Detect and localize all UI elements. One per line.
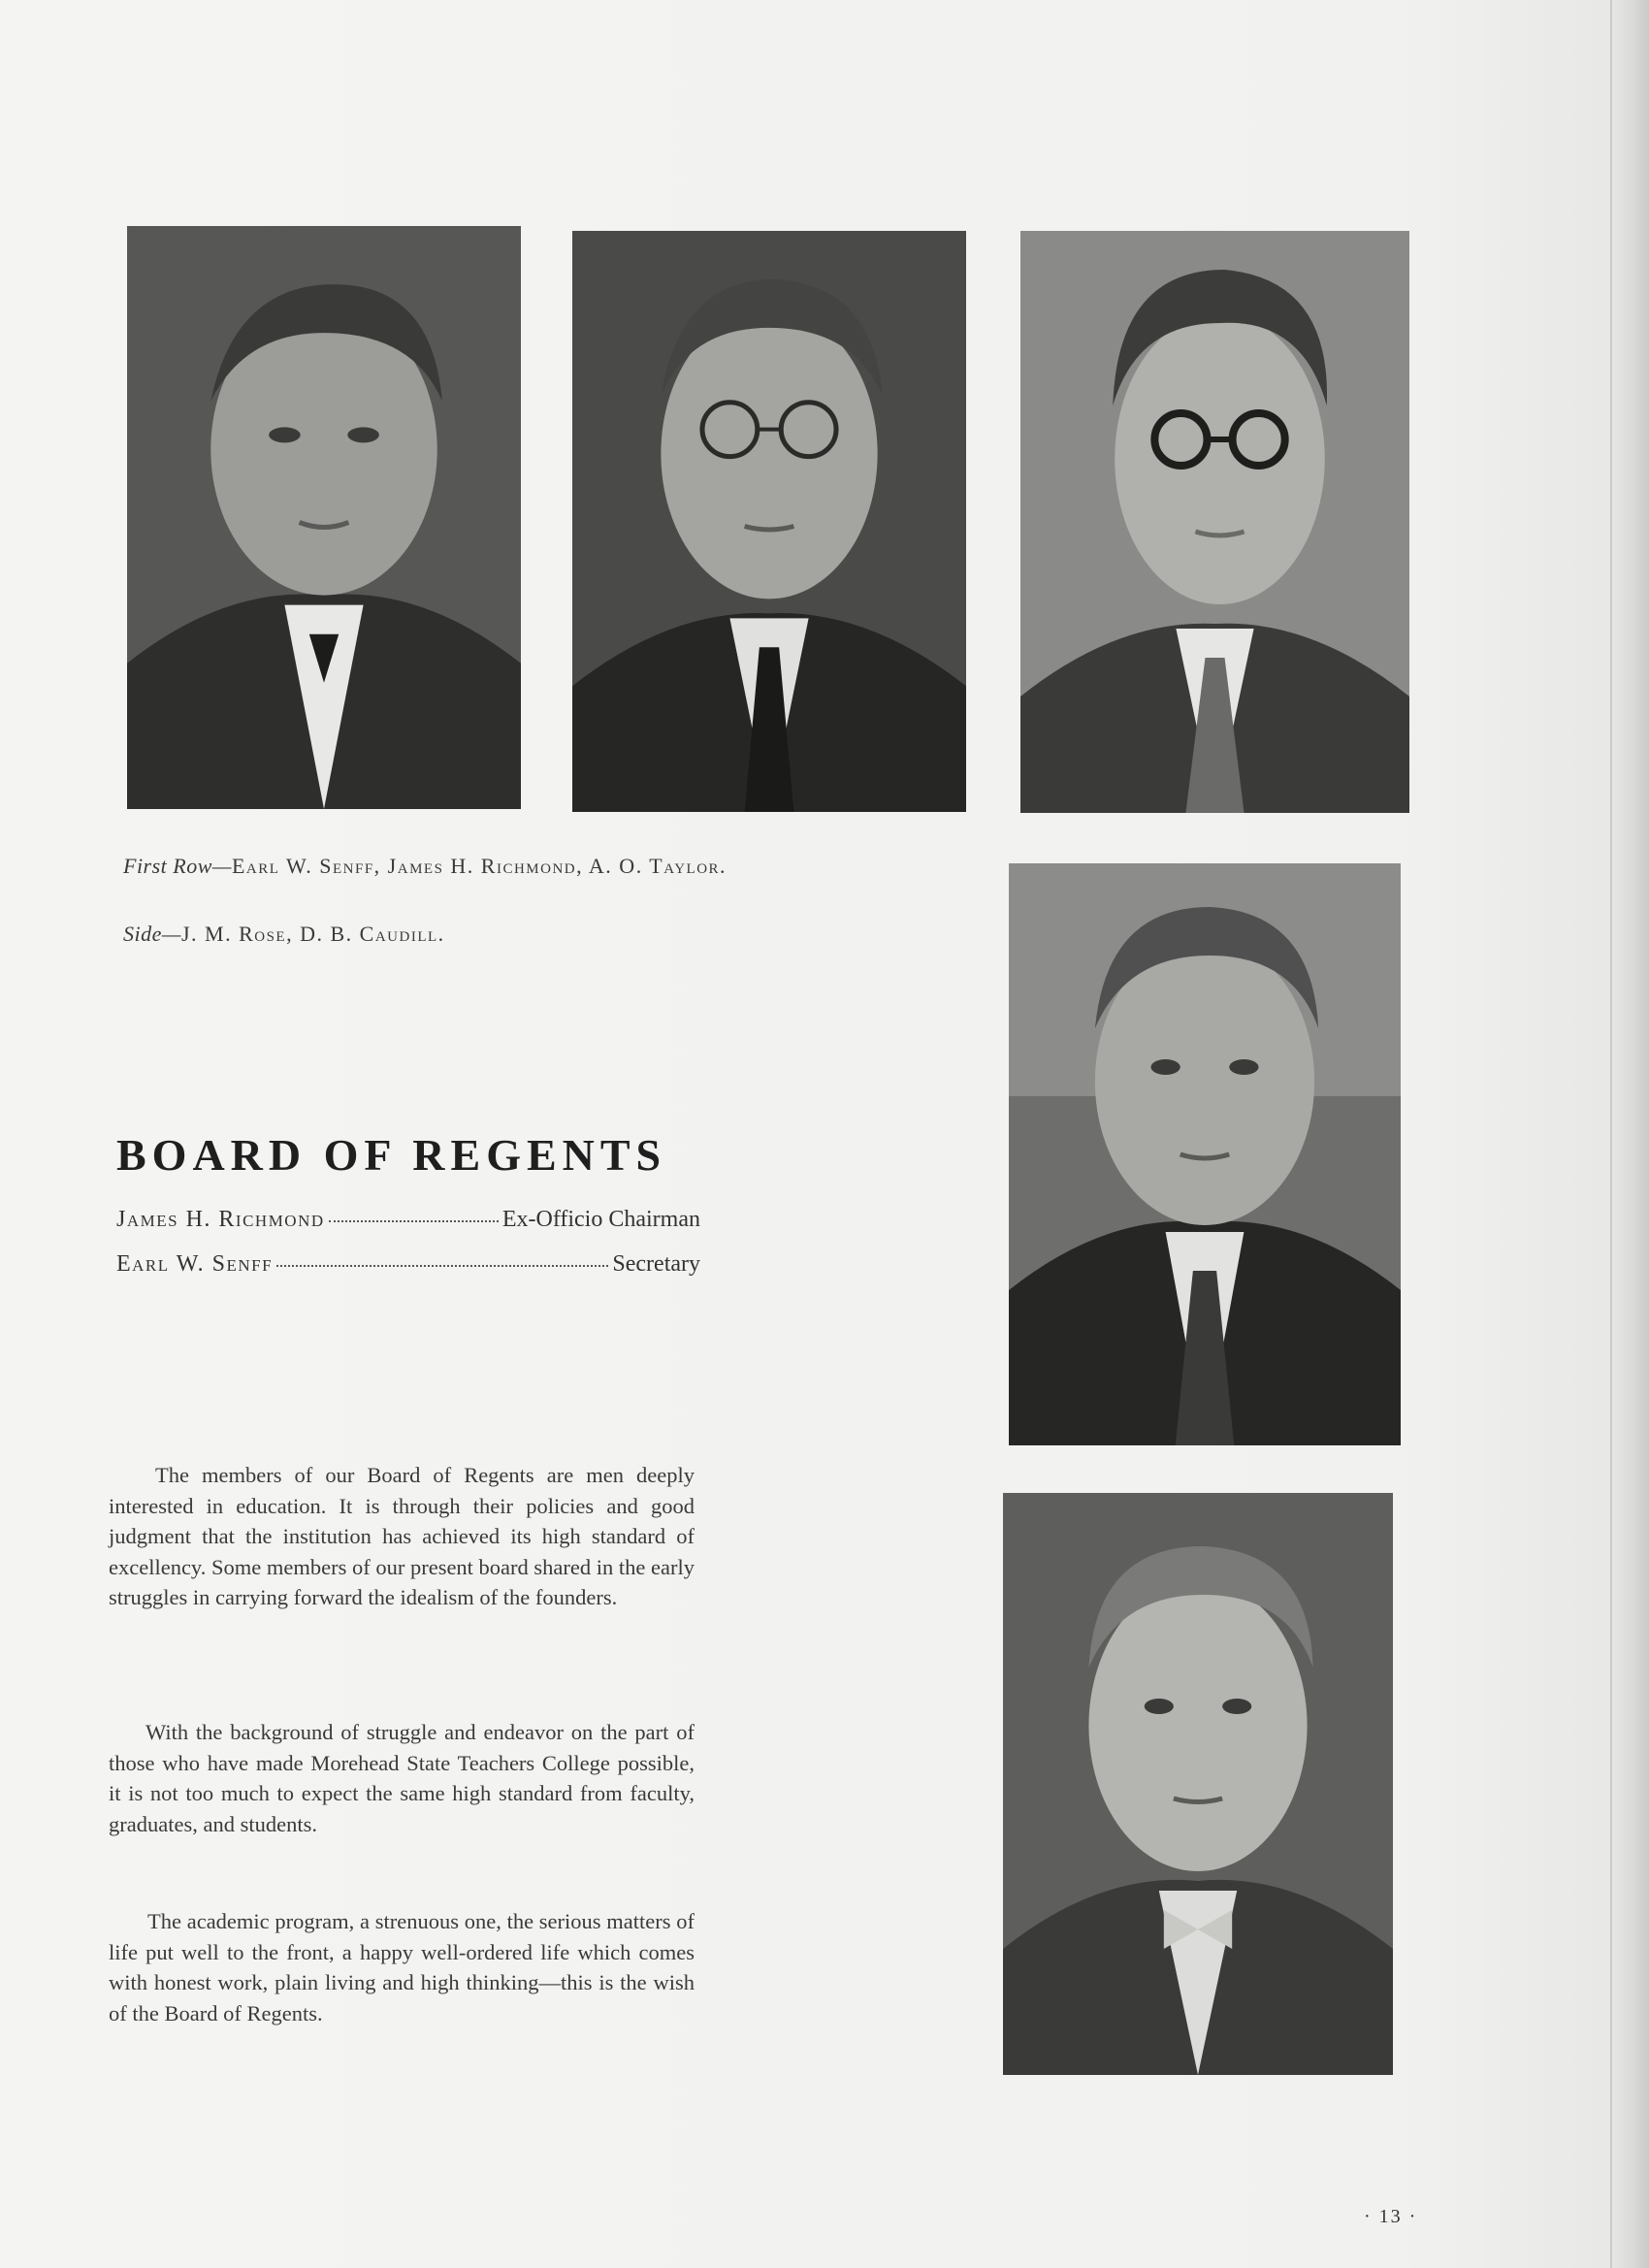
body-paragraph: With the background of struggle and endeavor on the part of those who have made Morehead State Teachers College possible, it is not too much to expect the same high standard from faculty, graduates, and students. <box>109 1720 695 1836</box>
portrait-j-m-rose <box>1009 863 1401 1445</box>
portrait-a-o-taylor <box>1020 231 1409 813</box>
dot-leader <box>329 1220 499 1222</box>
officer-row <box>116 1251 700 1284</box>
section-title: BOARD OF REGENTS <box>116 1130 667 1180</box>
officer-role: Ex-Officio Chairman <box>501 1207 700 1232</box>
officer-name: Earl W. Senff <box>116 1251 274 1277</box>
caption-side <box>123 922 445 947</box>
caption-side-lead: Side— <box>123 922 181 946</box>
body-paragraph: The members of our Board of Regents are men deeply interested in education. It is through their policies and good judgment that the institution has achieved its high standard of excellency. Some members of our present board shared in the early struggles in carrying forward the idealism of the founders. <box>109 1463 695 1609</box>
caption-first-row-names: Earl W. Senff, James H. Richmond, A. O. Taylor. <box>231 854 728 878</box>
dot-leader <box>276 1265 608 1267</box>
portrait-earl-w-senff <box>127 226 521 809</box>
caption-first-row <box>123 854 727 879</box>
portrait-james-h-richmond <box>572 231 966 812</box>
officer-name: James H. Richmond <box>116 1207 325 1232</box>
caption-first-row-lead: First Row— <box>123 854 232 878</box>
officer-row <box>116 1207 700 1240</box>
caption-side-names: J. M. Rose, D. B. Caudill. <box>180 922 445 946</box>
page-edge-shadow <box>1610 0 1649 2268</box>
portrait-d-b-caudill <box>1003 1493 1393 2075</box>
page-number: · 13 · <box>1364 2206 1418 2227</box>
officer-role: Secretary <box>612 1251 700 1277</box>
body-paragraph: The academic program, a strenuous one, the serious matters of life put well to the front, a happy well-ordered life which comes with honest work, plain living and high thinking—this is the wish of the Board of Regents. <box>109 1909 695 2025</box>
